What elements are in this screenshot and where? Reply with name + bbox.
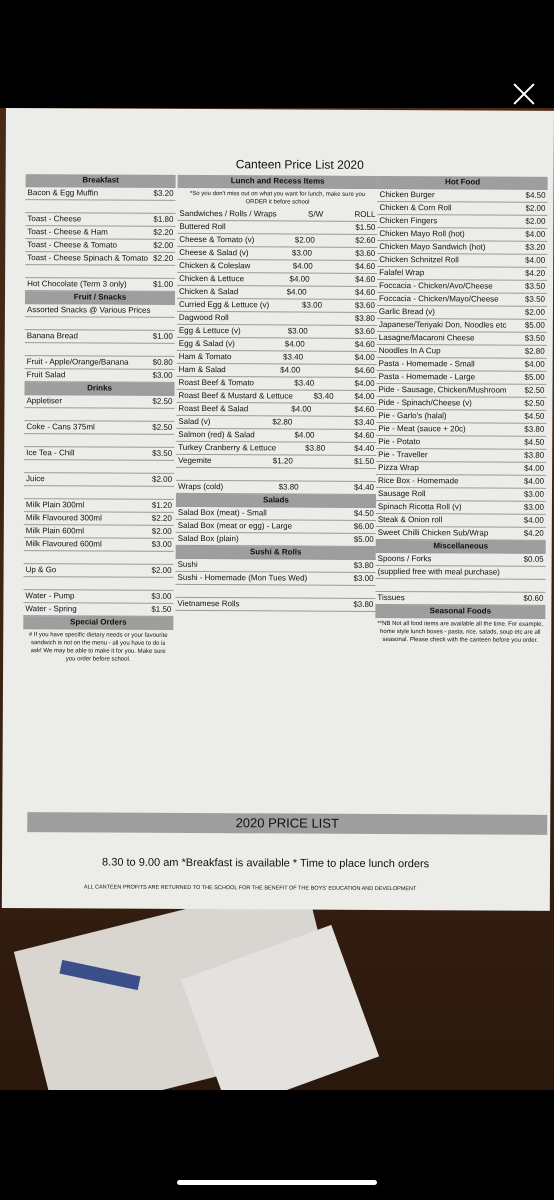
item-name: Toast - Cheese & Tomato <box>27 240 117 250</box>
item-name: Foccacia - Chicken/Avo/Cheese <box>379 280 493 291</box>
item-price: $3.80 <box>524 450 545 460</box>
hot-food-row <box>376 436 546 450</box>
item-name: Pie - Traveller <box>378 449 428 460</box>
sandwich-row <box>177 273 377 287</box>
salad-row <box>176 520 376 534</box>
hot-food-row <box>376 449 546 463</box>
item-name: Salmon (red) & Salad <box>178 429 255 440</box>
item-price: $3.00 <box>152 370 173 380</box>
item-name: Fruit - Apple/Orange/Banana <box>26 357 129 367</box>
sandwich-row <box>177 234 377 248</box>
hot-food-row <box>377 345 547 359</box>
item-name: Falafel Wrap <box>379 267 425 278</box>
misc-row <box>375 592 545 606</box>
item-price: $2.50 <box>152 396 173 406</box>
sandwich-row <box>176 416 376 430</box>
price-list-band: 2020 PRICE LIST <box>27 812 547 835</box>
item-name: Salad (v) <box>178 416 211 427</box>
drinks-row <box>24 421 174 435</box>
drinks-header: Drinks <box>24 382 174 396</box>
item-price: $0.80 <box>152 357 173 367</box>
sandwich-row <box>176 442 376 456</box>
hot-food-row <box>377 202 547 216</box>
item-price: $4.50 <box>524 437 545 447</box>
item-name: Japanese/Teriyaki Don, Noodles etc <box>378 319 507 330</box>
item-price: $4.50 <box>525 190 546 200</box>
item-name: Water - Pump <box>25 591 75 601</box>
item-name: Steak & Onion roll <box>377 514 443 525</box>
item-price: $4.00 <box>354 352 375 362</box>
drinks-row <box>23 577 173 591</box>
hot-food-row <box>377 319 547 333</box>
item-name: Toast - Cheese & Ham <box>27 227 108 237</box>
item-name: Pie - Meat (sauce + 20c) <box>378 423 466 434</box>
hot-food-row <box>376 514 546 528</box>
hot-food-row <box>377 254 547 268</box>
right-column <box>375 176 547 647</box>
item-price: $3.80 <box>353 560 374 570</box>
hot-food-row <box>376 397 546 411</box>
item-price: $2.00 <box>151 565 172 575</box>
middle-column <box>175 175 377 612</box>
misc-row <box>376 566 546 580</box>
item-name: Chicken & Salad <box>179 286 239 297</box>
drinks-row <box>23 603 173 617</box>
item-price: $4.00 <box>354 391 375 401</box>
drinks-row <box>23 590 173 604</box>
item-name: Roast Beef & Tomato <box>178 377 255 388</box>
hot-food-row <box>377 280 547 294</box>
sandwich-row <box>176 429 376 443</box>
item-price: $4.60 <box>355 274 376 284</box>
fruit-row <box>25 343 175 357</box>
item-price: $4.00 <box>291 404 312 414</box>
item-price: $4.00 <box>294 430 315 440</box>
item-name: Cheese & Salad (v) <box>179 247 249 258</box>
item-name: Milk Plain 600ml <box>25 526 85 536</box>
item-name: Garlic Bread (v) <box>378 306 435 317</box>
item-price: $2.00 <box>525 216 546 226</box>
hot-food-row <box>378 189 548 203</box>
item-name: Vegemite <box>178 455 212 466</box>
price-list-sheet <box>2 108 554 911</box>
item-price: $4.00 <box>289 274 310 284</box>
item-price: $2.50 <box>524 385 545 395</box>
item-price: $3.20 <box>525 242 546 252</box>
item-price: $2.00 <box>525 203 546 213</box>
item-name: Banana Bread <box>26 331 78 341</box>
item-name: Rice Box - Homemade <box>378 475 459 486</box>
item-price: $3.40 <box>354 417 375 427</box>
sandwich-row <box>177 364 377 378</box>
item-price: $4.00 <box>284 339 305 349</box>
item-name: Ham & Salad <box>178 364 226 375</box>
item-price: $4.60 <box>354 339 375 349</box>
hot-food-row <box>376 488 546 502</box>
item-name: Up & Go <box>25 565 57 575</box>
item-price: $4.00 <box>525 255 546 265</box>
sandwich-row <box>177 260 377 274</box>
hot-food-row <box>376 501 546 515</box>
item-name: Chicken & Coleslaw <box>179 260 251 271</box>
special-orders-header: Special Orders <box>23 616 173 630</box>
drinks-row <box>24 473 174 487</box>
item-price: $3.00 <box>287 326 308 336</box>
item-price: S/W <box>308 209 324 219</box>
item-price: $4.00 <box>523 515 544 525</box>
item-name: Fruit Salad <box>26 370 66 380</box>
item-price: $5.00 <box>524 320 545 330</box>
footer-profits: ALL CANTEEN PROFITS ARE RETURNED TO THE SCHOOL FOR THE BENEFIT OF THE BOYS' EDUCATION AND DEVELOPMENT <box>83 884 417 893</box>
item-name: Pide - Spinach/Cheese (v) <box>378 397 472 408</box>
lunch-note: *So you don't miss out on what you want for lunch, make sure you ORDER it before school <box>189 190 366 206</box>
fruit-row <box>25 304 175 318</box>
hot-food-row <box>377 215 547 229</box>
breakfast-row <box>25 226 175 240</box>
item-name: Egg & Lettuce (v) <box>178 325 241 336</box>
item-name: Chicken & Lettuce <box>179 273 245 284</box>
drinks-row <box>24 499 174 513</box>
item-name: Appletiser <box>26 396 63 406</box>
item-price: $2.00 <box>294 235 315 245</box>
item-price: $2.00 <box>152 474 173 484</box>
hot-food-row <box>376 475 546 489</box>
item-price: $1.20 <box>272 456 293 466</box>
item-name: Pasta - Homemade - Small <box>378 358 475 369</box>
misc-header: Miscellaneous <box>376 540 546 554</box>
item-price: $0.05 <box>523 554 544 564</box>
misc-row <box>376 553 546 567</box>
item-price: $1.50 <box>354 456 375 466</box>
item-name: Milk Flavoured 300ml <box>25 513 102 523</box>
item-price: $4.20 <box>523 528 544 538</box>
sandwich-row <box>177 247 377 261</box>
item-price: $4.60 <box>354 404 375 414</box>
item-name: Salad Box (plain) <box>177 533 239 544</box>
item-name: Sandwiches / Rolls / Wraps <box>179 208 277 219</box>
item-name: Toast - Cheese Spinach & Tomato <box>27 253 149 263</box>
item-name: Sushi - Homemade (Mon Tues Wed) <box>177 572 308 583</box>
breakfast-row <box>25 252 175 266</box>
item-price: $3.80 <box>524 424 545 434</box>
item-price: $2.80 <box>524 346 545 356</box>
drinks-row <box>24 551 174 565</box>
item-price: $4.00 <box>523 476 545 486</box>
item-price: $4.40 <box>354 443 375 453</box>
item-price: $1.20 <box>151 500 172 510</box>
lunch-header: Lunch and Recess Items <box>178 175 378 189</box>
footer-hours: 8.30 to 9.00 am *Breakfast is available * Time to place lunch orders <box>102 856 430 871</box>
breakfast-row <box>26 187 176 201</box>
sandwich-row <box>176 481 376 495</box>
item-name: Wraps (cold) <box>177 481 224 492</box>
item-price: $6.00 <box>353 521 374 531</box>
item-price: $4.50 <box>353 508 374 518</box>
close-icon[interactable] <box>512 82 536 106</box>
item-name: Vietnamese Rolls <box>177 598 240 609</box>
item-name: Assorted Snacks @ Various Prices <box>26 305 151 315</box>
item-name: Pasta - Homemade - Large <box>378 371 476 382</box>
drinks-row <box>24 538 174 552</box>
sandwich-row <box>177 286 377 300</box>
item-name: Chicken Mayo Roll (hot) <box>379 228 465 239</box>
item-name: Salad Box (meat) - Small <box>177 507 267 518</box>
left-column <box>23 174 176 666</box>
item-price: $1.00 <box>152 331 173 341</box>
item-name: Roast Beef & Salad <box>178 403 249 414</box>
item-name: Pie - Potato <box>378 436 421 447</box>
item-price: $3.40 <box>294 378 315 388</box>
breakfast-header: Breakfast <box>26 174 176 188</box>
item-price: $3.50 <box>524 333 545 343</box>
item-name: Sweet Chilli Chicken Sub/Wrap <box>377 527 489 538</box>
drinks-row <box>24 434 174 448</box>
item-price: $5.00 <box>524 372 545 382</box>
fruit-row <box>25 330 175 344</box>
drinks-row <box>24 395 174 409</box>
fruit-row <box>25 317 175 331</box>
item-price: $3.20 <box>153 188 174 198</box>
item-name: Chicken Burger <box>379 189 435 200</box>
item-price: $4.60 <box>355 261 376 271</box>
photo <box>0 108 554 1090</box>
sandwich-row <box>177 312 377 326</box>
item-name: Tissues <box>377 592 405 603</box>
item-name: Water - Spring <box>25 604 77 614</box>
item-price: $2.60 <box>355 235 376 245</box>
item-price: $3.00 <box>353 573 374 583</box>
item-price: $3.00 <box>291 248 312 258</box>
drinks-row <box>24 447 174 461</box>
item-name: Chicken Mayo Sandwich (hot) <box>379 241 486 252</box>
sandwich-row <box>176 403 376 417</box>
item-price: $4.00 <box>286 287 307 297</box>
item-price: $3.00 <box>151 539 172 549</box>
item-name: Noodles In A Cup <box>378 345 441 356</box>
item-name: Chicken Fingers <box>379 215 438 226</box>
hot-food-row <box>377 241 547 255</box>
drinks-row <box>24 512 174 526</box>
sandwich-row <box>177 338 377 352</box>
item-name: Chicken & Corn Roll <box>379 202 452 213</box>
drinks-row <box>24 486 174 500</box>
item-price: $2.00 <box>151 526 172 536</box>
item-name: Dagwood Roll <box>178 312 229 323</box>
item-price: $4.40 <box>353 482 375 492</box>
sandwich-row <box>176 390 376 404</box>
item-price: $4.60 <box>354 365 375 375</box>
sushi-row <box>175 585 375 599</box>
hot-food-row <box>377 306 547 320</box>
sushi-row <box>175 598 375 612</box>
item-name: Pizza Wrap <box>378 462 419 473</box>
drinks-row <box>24 460 174 474</box>
sandwich-row <box>177 299 377 313</box>
item-price: $3.80 <box>353 599 374 609</box>
item-price: $4.50 <box>524 411 545 421</box>
item-name: Curried Egg & Lettuce (v) <box>178 299 270 310</box>
drinks-row <box>24 408 174 422</box>
item-price: $3.00 <box>523 502 544 512</box>
salads-header: Salads <box>176 494 376 508</box>
item-name: Sausage Roll <box>377 488 426 499</box>
item-name: Egg & Salad (v) <box>178 338 235 349</box>
item-price: $1.50 <box>355 222 376 232</box>
sushi-row <box>176 559 376 573</box>
item-name: Coke - Cans 375ml <box>26 422 95 432</box>
item-name: Chicken Schnitzel Roll <box>379 254 459 265</box>
item-price: $3.00 <box>523 489 545 499</box>
item-price: $4.60 <box>354 287 376 297</box>
item-price: $2.50 <box>524 398 545 408</box>
hot-food-row <box>377 267 547 281</box>
hot-food-row <box>376 462 546 476</box>
item-name: Toast - Cheese <box>27 214 82 224</box>
item-price: $3.50 <box>524 294 546 304</box>
item-price: $3.00 <box>151 591 172 601</box>
item-name: Milk Flavoured 600ml <box>25 539 102 549</box>
hot-food-row <box>377 358 547 372</box>
document-title: Canteen Price List 2020 <box>235 157 364 172</box>
seasonal-text: **NB Not all food items are available all the time. For example, home style lunch boxes - pasta, rice, salads, soup etc are all seasonal. Please check with the canteen before you order. <box>377 620 544 644</box>
sandwich-row <box>176 468 376 482</box>
item-name: Spoons / Forks <box>377 553 432 564</box>
item-name: Buttered Roll <box>179 221 226 232</box>
item-price: $3.00 <box>302 300 323 310</box>
item-name: Turkey Cranberry & Lettuce <box>178 442 277 453</box>
item-price: $3.80 <box>305 443 326 453</box>
hot-food-row <box>376 384 546 398</box>
sushi-header: Sushi & Rolls <box>176 546 376 560</box>
item-price: $5.00 <box>353 534 374 544</box>
item-name: Cheese & Tomato (v) <box>179 234 255 245</box>
sandwich-row <box>177 221 377 235</box>
item-price: $2.20 <box>153 227 174 237</box>
item-price: $3.80 <box>354 313 375 323</box>
item-price: $2.00 <box>153 240 174 250</box>
item-name: Pide - Sausage, Chicken/Mushroom <box>378 384 507 395</box>
item-name: Ham & Tomato <box>178 351 232 362</box>
item-price: $2.20 <box>153 253 174 263</box>
fruit-row <box>25 356 175 370</box>
drinks-row <box>24 525 174 539</box>
hot-food-row <box>376 423 546 437</box>
item-name: Juice <box>26 474 45 484</box>
item-price: $1.50 <box>151 604 172 614</box>
hot-food-row <box>376 527 546 541</box>
item-name: Spinach Ricotta Roll (v) <box>377 501 462 512</box>
item-price: $4.00 <box>524 463 545 473</box>
item-price: $4.00 <box>292 261 313 271</box>
item-price: $1.80 <box>153 214 174 224</box>
breakfast-row <box>25 239 175 253</box>
item-price: $4.00 <box>525 229 546 239</box>
breakfast-row <box>25 278 175 292</box>
item-price: $3.60 <box>354 300 375 310</box>
sandwich-row <box>177 325 377 339</box>
hot-food-row <box>377 293 547 307</box>
item-price: $1.00 <box>153 279 174 289</box>
breakfast-row <box>25 213 175 227</box>
item-price: $3.80 <box>278 482 299 492</box>
item-price: $2.00 <box>524 307 545 317</box>
item-name: Pie - Garlo's (halal) <box>378 410 447 421</box>
item-name: Lasagne/Macaroni Cheese <box>378 332 475 343</box>
item-price: $2.20 <box>151 513 172 523</box>
sushi-row <box>176 572 376 586</box>
hot-food-row <box>377 332 547 346</box>
sandwich-row <box>177 351 377 365</box>
item-name: Milk Plain 300ml <box>25 500 85 510</box>
item-price: ROLL <box>354 209 376 219</box>
item-name: Hot Chocolate (Term 3 only) <box>27 279 127 289</box>
item-price: $4.20 <box>525 268 546 278</box>
breakfast-row <box>25 200 175 214</box>
item-price: $2.80 <box>272 417 293 427</box>
item-price: $3.40 <box>313 391 334 401</box>
item-price: $3.50 <box>152 448 173 458</box>
fruit-header: Fruit / Snacks <box>25 291 175 305</box>
item-price: $4.00 <box>280 365 301 375</box>
item-price: $3.60 <box>355 248 376 258</box>
item-price: $4.00 <box>354 378 375 388</box>
item-price: $4.00 <box>524 359 545 369</box>
home-indicator[interactable] <box>177 1180 377 1185</box>
item-price: $4.60 <box>354 430 375 440</box>
item-price: $3.50 <box>525 281 546 291</box>
item-price: $3.40 <box>283 352 304 362</box>
item-name: (supplied free with meal purchase) <box>377 566 500 577</box>
hot-food-row <box>377 371 547 385</box>
item-name: Salad Box (meat or egg) - Large <box>177 520 293 531</box>
salad-row <box>176 533 376 547</box>
hot-food-header: Hot Food <box>378 176 548 190</box>
item-name: Foccacia - Chicken/Mayo/Cheese <box>378 293 499 304</box>
fruit-row <box>25 369 175 383</box>
item-name: Sushi <box>177 559 198 570</box>
hot-food-row <box>377 228 547 242</box>
item-price: $3.60 <box>354 326 375 336</box>
sandwich-row <box>177 377 377 391</box>
item-name: Bacon & Egg Muffin <box>27 188 99 198</box>
item-price: $2.50 <box>152 422 173 432</box>
sandwich-row <box>176 455 376 469</box>
special-orders-text: # If you have specific dietary needs or your favourite sandwich is not on the menu - all you have to do is ask! We may be able to make it for you. Make sure you order before school. <box>28 632 168 663</box>
misc-row <box>375 579 545 593</box>
breakfast-row <box>25 265 175 279</box>
hot-food-row <box>376 410 546 424</box>
seasonal-header: Seasonal Foods <box>375 605 545 619</box>
item-name: Ice Tea - Chill <box>26 448 75 458</box>
salad-row <box>176 507 376 521</box>
item-name: Roast Beef & Mustard & Lettuce <box>178 390 293 401</box>
sandwich-subheader <box>177 208 377 222</box>
item-price: $0.60 <box>523 593 544 603</box>
drinks-row <box>24 564 174 578</box>
